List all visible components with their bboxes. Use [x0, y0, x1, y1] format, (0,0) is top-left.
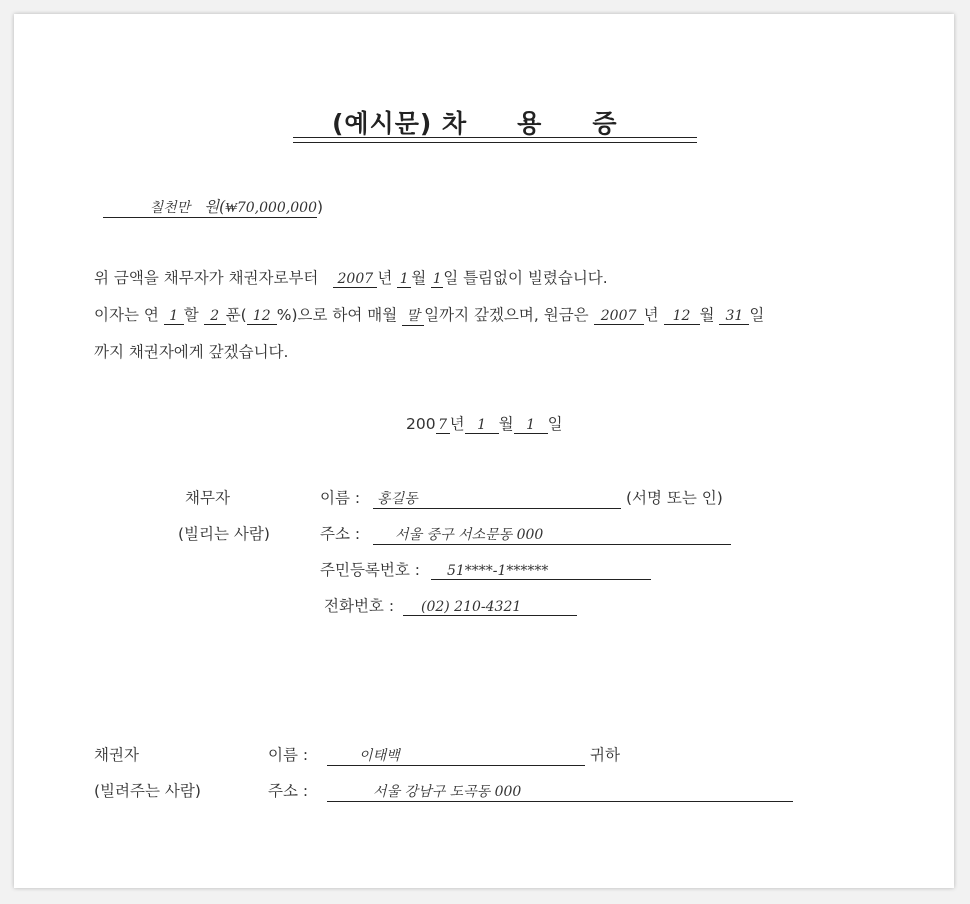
debtor-name: 홍길동: [373, 488, 621, 509]
title-char-3: 증: [592, 109, 618, 138]
creditor-name-row: 이름 : 이태백 귀하: [268, 746, 620, 764]
body-line-2: 이자는 연 1 할 2 푼( 12 %)으로 하여 매월 말 일까지 갚겠으며, 원금은 2007 년 12 월 31 일: [94, 306, 765, 324]
title-underline: [293, 137, 697, 143]
body-line-1: 위 금액을 채무자가 채권자로부터 2007 년 1 월 1일 틀림없이 빌렸습니다.: [94, 269, 608, 287]
loan-month: 1: [397, 271, 411, 288]
creditor-sub: (빌려주는 사람): [94, 782, 201, 800]
debtor-name-row: 이름 : 홍길동 (서명 또는 인): [320, 489, 723, 507]
due-day: 31: [719, 308, 749, 325]
debtor-address-row: 주소 : 서울 중구 서소문동 000: [320, 522, 731, 545]
amount-korean: 칠천만: [149, 200, 191, 216]
contract-date: 200 7 년 1 월 1 일: [406, 415, 563, 433]
creditor-label: 채권자: [94, 746, 139, 764]
title-main: (예시문) 차: [332, 109, 468, 138]
debtor-tel-row: 전화번호 : (02) 210-4321: [324, 594, 577, 616]
amount-figure: ₩70,000,000: [225, 200, 317, 216]
creditor-honor: 귀하: [589, 746, 620, 764]
debtor-sub: (빌리는 사람): [178, 525, 270, 543]
creditor-name: 이태백: [327, 745, 585, 766]
body-line-3: 까지 채권자에게 갚겠습니다.: [94, 343, 289, 361]
date-year: 7: [436, 417, 450, 434]
debtor-label: 채무자: [185, 489, 230, 507]
debtor-tel: (02) 210-4321: [403, 599, 577, 616]
loan-day: 1: [432, 271, 442, 287]
amount-line: [103, 195, 323, 218]
amount-won: 원(: [204, 198, 226, 216]
creditor-address: 서울 강남구 도곡동 000: [327, 781, 793, 802]
date-month: 1: [465, 417, 499, 434]
due-year: 2007: [594, 308, 644, 325]
interest-pun: 2: [204, 308, 226, 325]
amount-close: ): [317, 198, 324, 216]
title-char-2: 용: [517, 109, 543, 138]
payment-day: 말: [402, 305, 424, 326]
loan-year: 2007: [333, 271, 377, 288]
due-month: 12: [664, 308, 700, 325]
document-page: [14, 14, 954, 888]
page-title: [332, 104, 617, 140]
debtor-sign: (서명 또는 인): [625, 489, 723, 507]
interest-percent: 12: [247, 308, 277, 325]
interest-hal: 1: [164, 308, 184, 325]
debtor-id: 51****-1******: [431, 563, 651, 580]
debtor-address: 서울 중구 서소문동 000: [373, 524, 731, 545]
date-day: 1: [514, 417, 548, 434]
debtor-id-row: 주민등록번호 : 51****-1******: [320, 558, 651, 580]
creditor-address-row: 주소 : 서울 강남구 도곡동 000: [268, 779, 793, 802]
